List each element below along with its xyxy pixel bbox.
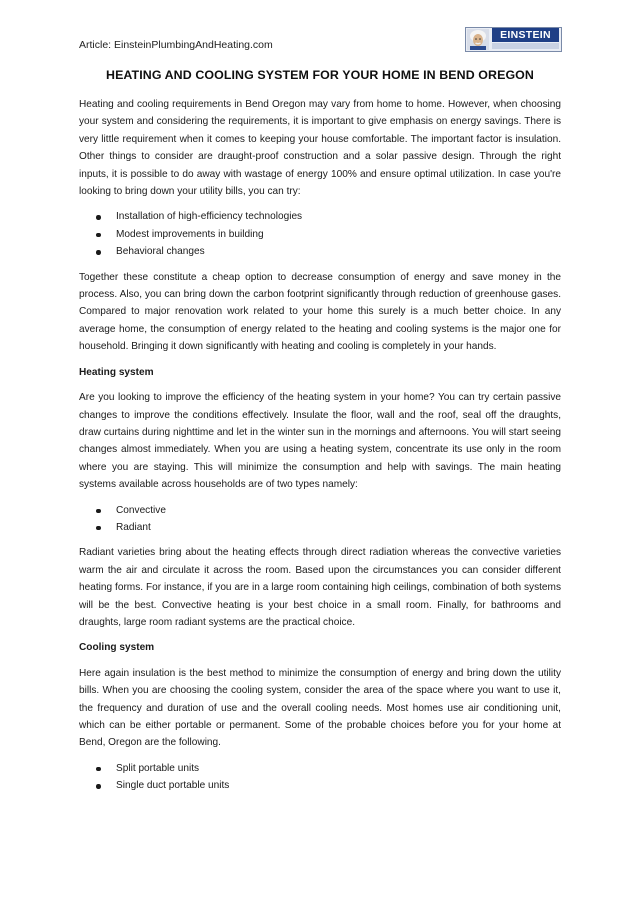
einstein-portrait-icon — [467, 29, 489, 50]
cooling-paragraph: Here again insulation is the best method to minimize the consumption of energy and bring down the utility bills. When you are choosing the cooling system, consider the area of the space where you want to use it, the frequency and duration of use and the overall cooling needs. Most homes use air conditioning unit, which can be either portable or permanent. Some of the probable choices before you for your home at Bend, Oregon are the following. — [79, 667, 561, 749]
list-item: Behavioral changes — [79, 243, 561, 260]
cooling-bullet-list — [79, 760, 561, 795]
heating-bullet-list — [79, 502, 561, 537]
heating-paragraph: Are you looking to improve the efficiency of the heating system in your home? You can try certain passive changes to improve the conditions effectively. Insulate the floor, wall and the roof, seal off the draughts, draw curtains during nighttime and let in the winter sun in the mornings and afternoons. You will start seeing changes almost immediately. When you are using a heating system, concentrate its use only in the room where you are staying. This will minimize the consumption and help with savings. The main heating systems available across households are of two types namely: — [79, 392, 561, 491]
intro-paragraph: Heating and cooling requirements in Bend Oregon may vary from home to home. However, when choosing your system and considering the requirements, it is important to give emphasis on energy savings. There is very little requirement when it comes to keeping your house comfortable. The important factor is insulation. Other things to consider are draught-proof construction and a solar passive design. Through the right inputs, it is possible to do away with wastage of energy 100% and ensure optimal utilization. In case you're looking to bring down your utility bills, you can try: — [79, 99, 561, 198]
article-body — [79, 96, 561, 803]
savings-paragraph: Together these constitute a cheap option to decrease consumption of energy and save money in the process. Also, you can bring down the carbon footprint significantly through reduction of greenhouse gases. Compared to major renovation work related to your home this surely is a much better choice. In any average home, the consumption of energy related to the heating and cooling systems is the major one for household. Bringing it down significantly with heating and cooling is completely in your hands. — [79, 271, 561, 353]
bullet-icon — [96, 784, 101, 789]
heating-heading: Heating system — [79, 366, 154, 378]
bullet-icon — [96, 526, 101, 531]
cooling-heading: Cooling system — [79, 642, 155, 654]
list-item: Installation of high-efficiency technologies — [79, 208, 561, 225]
article-title: HEATING AND COOLING SYSTEM FOR YOUR HOME IN BEND OREGON — [106, 68, 534, 82]
list-item: Modest improvements in building — [79, 226, 561, 243]
logo-tagline-bar — [492, 43, 559, 49]
list-item: Split portable units — [79, 760, 561, 777]
radiant-paragraph: Radiant varieties bring about the heating effects through direct radiation whereas the convective varieties warm the air and circulate it across the room. Based upon the circumstances you can consider different heating forms. For instance, if you are in a large room containing high ceilings, combination of both systems will be the best. Convective heating is your best choice in a small room. Finally, for bathrooms and draughts, large room radiant systems are the practical choice. — [79, 547, 561, 628]
list-item: Single duct portable units — [79, 777, 561, 794]
article-source-label: Article: EinsteinPlumbingAndHeating.com — [79, 39, 273, 51]
logo-wordmark: EINSTEIN — [492, 28, 559, 42]
einstein-logo — [465, 27, 562, 52]
page-header — [79, 27, 561, 57]
intro-bullet-list — [79, 208, 561, 260]
bullet-icon — [96, 215, 101, 220]
list-item: Convective — [79, 502, 561, 519]
bullet-icon — [96, 767, 101, 772]
bullet-icon — [96, 250, 101, 255]
bullet-icon — [96, 509, 101, 514]
bullet-icon — [96, 233, 101, 238]
list-item: Radiant — [79, 519, 561, 536]
